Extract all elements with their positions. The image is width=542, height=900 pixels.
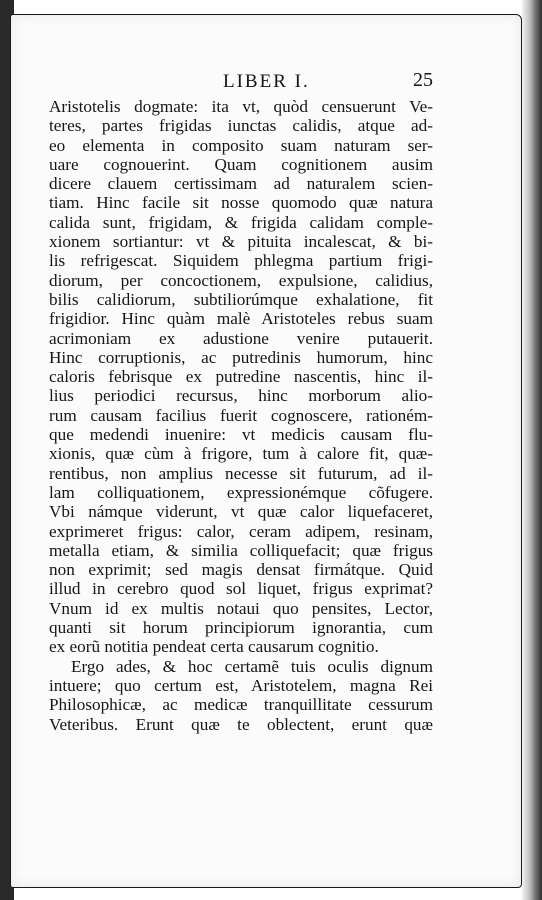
running-title: LIBER I. <box>223 71 310 92</box>
text-line: caloris febrisque ex putredine nascentis, hinc il- <box>49 367 433 387</box>
book-page <box>10 14 522 888</box>
text-line: calida sunt, frigidam, & frigida calidam comple- <box>49 212 433 232</box>
page-edges <box>522 0 542 900</box>
text-line: Hinc corruptionis, ac putredinis humorum, hinc <box>49 347 433 367</box>
text-line: bilis calidiorum, subtiliorúmque exhalatione, fit <box>49 289 433 309</box>
text-line: metalla etiam, & similia colliquefacit; quæ frigus <box>49 540 433 560</box>
text-line: ex eorũ notitia pendeat certa causarum cognitio. <box>49 637 379 657</box>
text-line: diorum, per concoctionem, expulsione, calidius, <box>49 270 433 290</box>
text-line: Aristotelis dogmate: ita vt, quòd censuerunt Ve- <box>49 97 433 116</box>
text-line: rentibus, non amplius necesse sit futurum, ad il- <box>49 463 433 483</box>
text-line: illud in cerebro quod sol liquet, frigus exprimat? <box>49 579 433 599</box>
text-line: frigidior. Hinc quàm malè Aristoteles rebus suam <box>49 309 433 329</box>
text-line: lis refrigescat. Siquidem phlegma partium frigi- <box>49 251 433 271</box>
text-line: xionis, quæ cùm à frigore, tum à calore fit, quæ- <box>49 444 433 464</box>
text-line: acrimoniam ex adustione venire putauerit. <box>49 328 433 348</box>
text-line: xionem sortiantur: vt & pituita incalescat, & bi- <box>49 232 433 252</box>
text-line: uare cognouerint. Quam cognitionem ausim <box>49 154 433 174</box>
text-line: Veteribus. Erunt quæ te oblectent, erunt quæ <box>49 714 433 734</box>
text-line: Vnum id ex multis notaui quo pensites, Lector, <box>49 598 433 618</box>
page-header <box>53 71 433 95</box>
text-line: teres, partes frigidas iunctas calidis, atque ad- <box>49 116 433 136</box>
text-line: rum causam facilius fuerit cognoscere, rationém- <box>49 405 433 425</box>
text-line: quanti sit horum principiorum ignorantia, cum <box>49 618 433 638</box>
text-line: que medendi inuenire: vt medicis causam flu- <box>49 425 433 445</box>
paragraph-first-line: Ergo ades, & hoc certamẽ tuis oculis dignum <box>71 656 433 676</box>
text-line: eo elementa in composito suam naturam ser- <box>49 135 433 155</box>
text-line: tiam. Hinc facile sit nosse quomodo quæ natura <box>49 193 433 213</box>
text-line: Vbi námque viderunt, vt quæ calor liquefaceret, <box>49 502 433 522</box>
text-line: exprimeret frigus: calor, ceram adipem, resinam, <box>49 521 433 541</box>
text-line: non exprimit; sed magis densat firmátque. Quid <box>49 560 433 580</box>
text-line: Philosophicæ, ac medicæ tranquillitate cessurum <box>49 695 433 715</box>
text-line: intuere; quo certum est, Aristotelem, magna Rei <box>49 675 433 695</box>
page-number: 25 <box>413 69 433 91</box>
text-line: lam colliquationem, expressionémque cõfugere. <box>49 482 433 502</box>
text-line: lius periodici recursus, hinc morborum alio- <box>49 386 433 406</box>
body-text <box>49 97 433 734</box>
text-line: dicere clauem certissimam ad naturalem scien- <box>49 174 433 194</box>
